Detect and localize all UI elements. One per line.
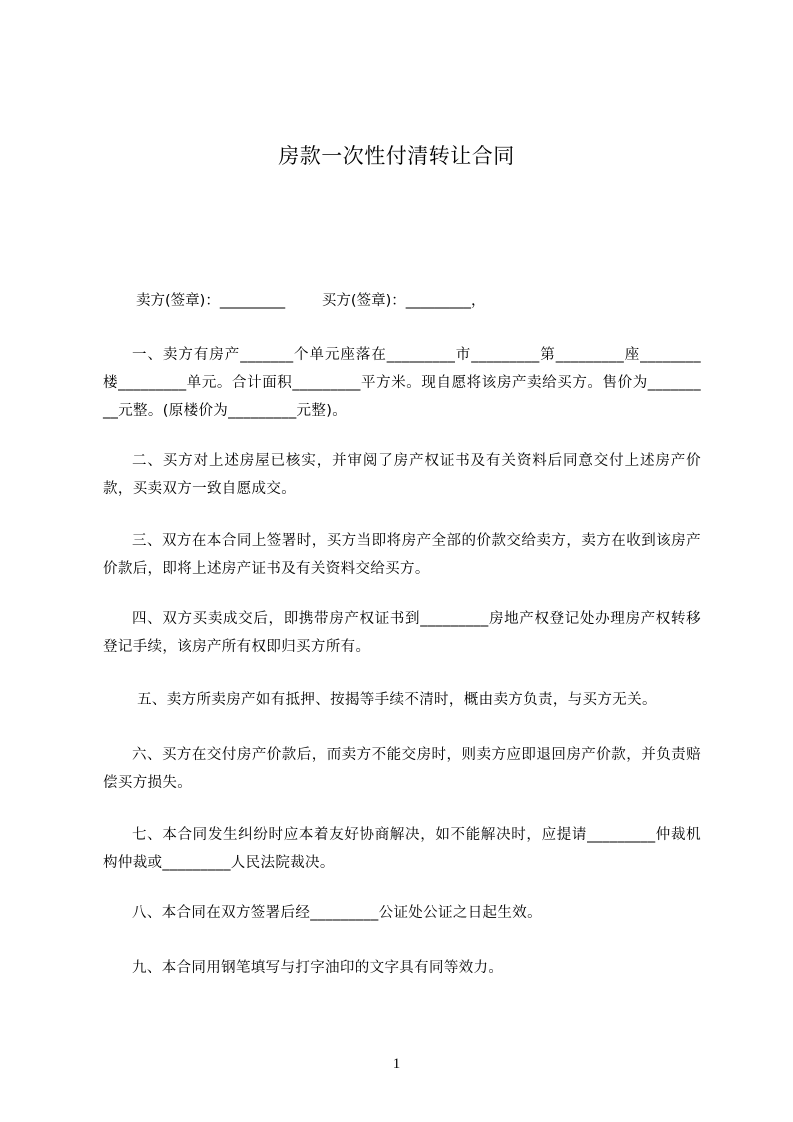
document-title: 房款一次性付清转让合同 xyxy=(278,144,515,168)
clause-2: 二、买方对上述房屋已核实，并审阅了房产权证书及有关资料后同意交付上述房产价款，买卖双方一致自愿成交。 xyxy=(103,453,701,497)
clause-9: 九、本合同用钢笔填写与打字油印的文字具有同等效力。 xyxy=(132,960,504,976)
clause-4: 四、双方买卖成交后，即携带房产权证书到_________房地产权登记处办理房产权转移登记手续，该房产所有权即归买方所有。 xyxy=(103,611,701,655)
clause-7: 七、本合同发生纠纷时应本着友好协商解决，如不能解决时，应提请_________仲裁机构仲裁或_________人民法院裁决。 xyxy=(103,827,701,871)
page-number: 1 xyxy=(392,1056,401,1072)
clause-3: 三、双方在本合同上签署时，买方当即将房产全部的价款交给卖方，卖方在收到该房产价款后，即将上述房产证书及有关资料交给买方。 xyxy=(103,533,701,577)
clause-5: 五、卖方所卖房产如有抵押、按揭等手续不清时，概由卖方负责，与买方无关。 xyxy=(137,692,657,708)
clause-6: 六、买方在交付房产价款后，而卖方不能交房时，则卖方应即退回房产价款，并负责赔偿买方损失。 xyxy=(103,747,701,791)
clause-8: 八、本合同在双方签署后经_________公证处公证之日起生效。 xyxy=(132,905,542,921)
clause-1: 一、卖方有房产_______个单元座落在_________市_________第_________座________楼_________单元。合计面积_________平方米。现自愿将该房产卖给买方。售价为_________元整。(原楼价为_________元整)。 xyxy=(103,347,701,419)
signature-line: 卖方(签章)：_________ 买方(签章)：_________， xyxy=(136,293,486,309)
